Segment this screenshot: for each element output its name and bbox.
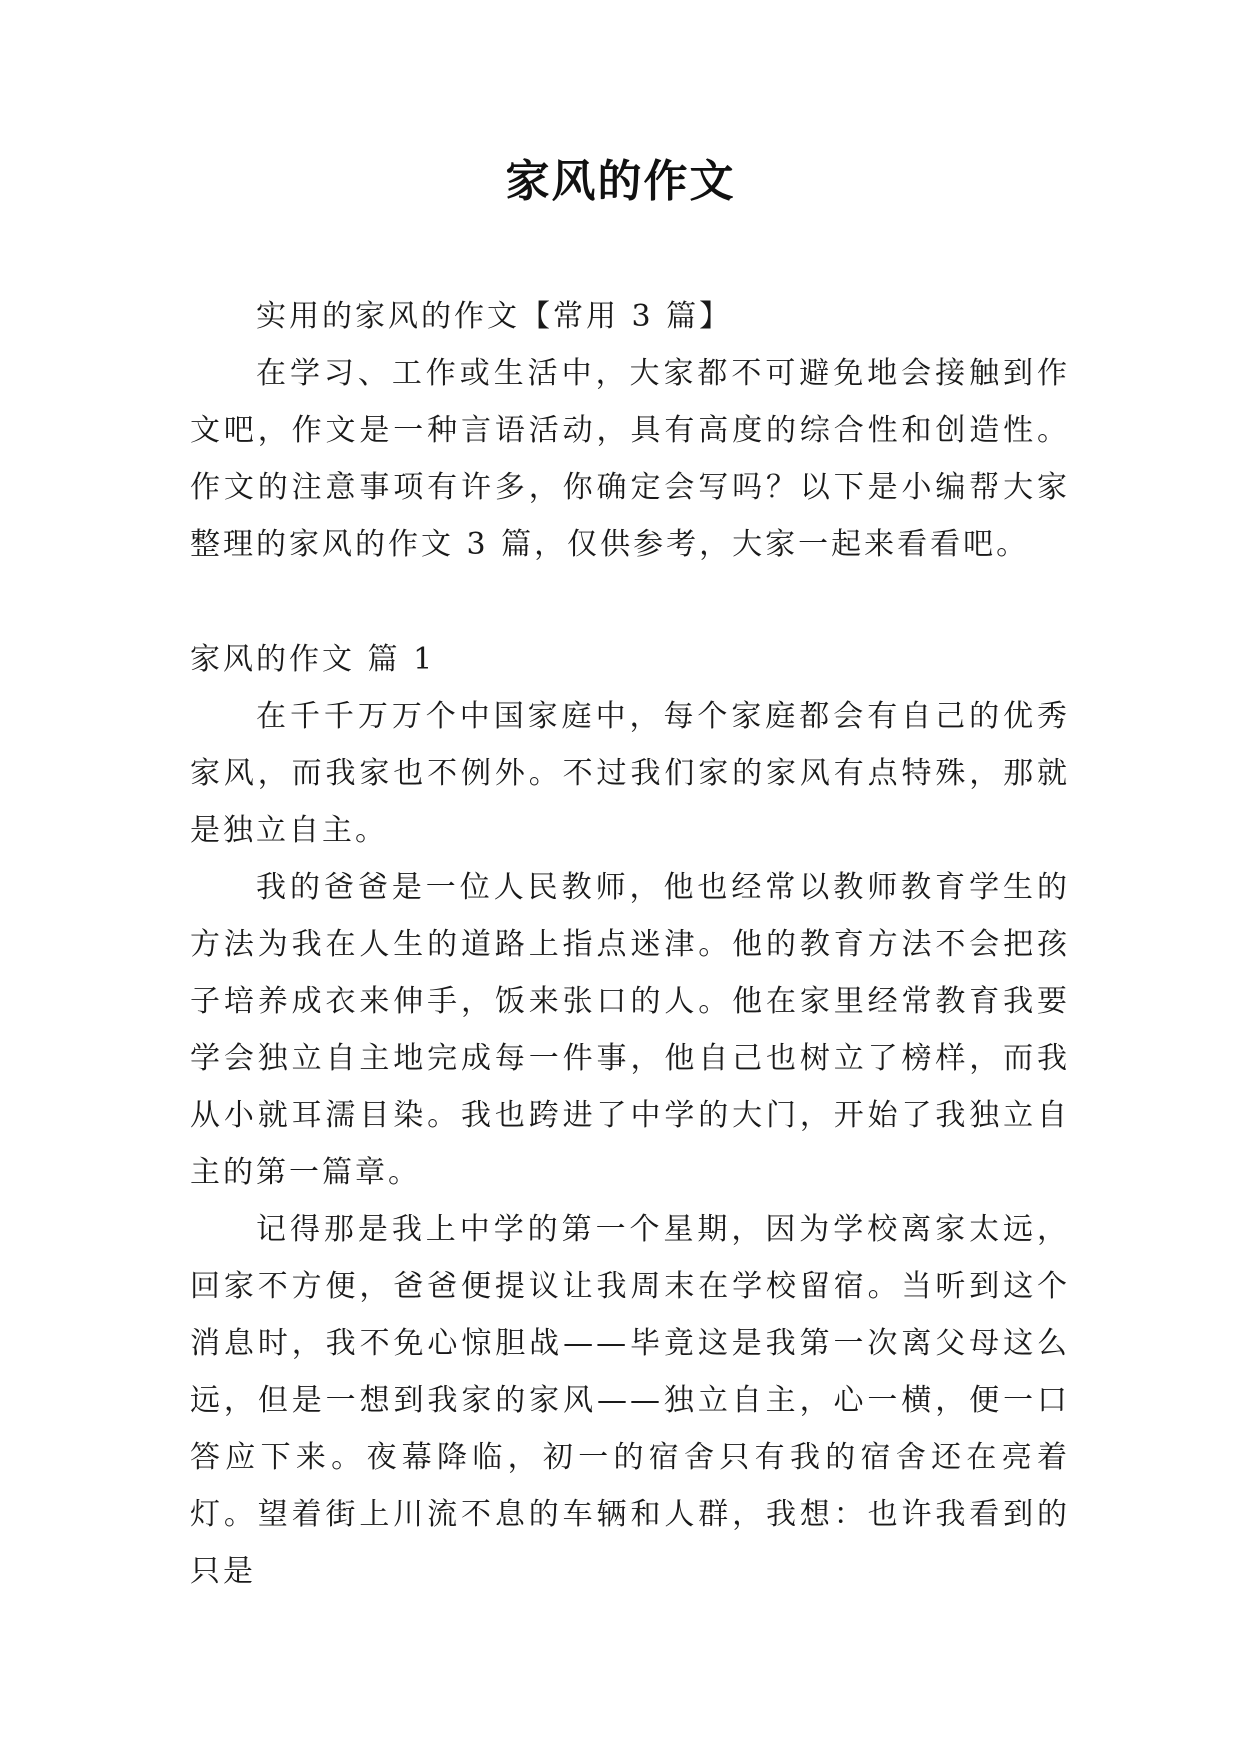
intro-heading: 实用的家风的作文【常用 3 篇】 bbox=[256, 299, 733, 334]
section-heading: 家风的作文 篇 1 bbox=[190, 642, 436, 677]
document-title: 家风的作文 bbox=[505, 156, 736, 207]
paragraph-3: 记得那是我上中学的第一个星期，因为学校离家太远，回家不方便，爸爸便提议让我周末在学校留宿。当听到这个消息时，我不免心惊胆战——毕竟这是我第一次离父母这么远，但是一想到我家的家风——独立自主，心一横，便一口答应下来。夜幕降临，初一的宿舍只有我的宿舍还在亮着灯。望着街上川流不息的车辆和人群，我想：也许我看到的只是 bbox=[190, 1212, 1070, 1589]
paragraph-2: 我的爸爸是一位人民教师，他也经常以教师教育学生的方法为我在人生的道路上指点迷津。他的教育方法不会把孩子培养成衣来伸手，饭来张口的人。他在家里经常教育我要学会独立自主地完成每一件事，他自己也树立了榜样，而我从小就耳濡目染。我也跨进了中学的大门，开始了我独立自主的第一篇章。 bbox=[190, 870, 1070, 1190]
intro-paragraph: 在学习、工作或生活中，大家都不可避免地会接触到作文吧，作文是一种言语活动，具有高度的综合性和创造性。作文的注意事项有许多，你确定会写吗？以下是小编帮大家整理的家风的作文 3 篇，仅供参考，大家一起来看看吧。 bbox=[190, 356, 1070, 562]
paragraph-1: 在千千万万个中国家庭中，每个家庭都会有自己的优秀家风，而我家也不例外。不过我们家的家风有点特殊，那就是独立自主。 bbox=[190, 699, 1070, 848]
document-body bbox=[190, 288, 1070, 1600]
